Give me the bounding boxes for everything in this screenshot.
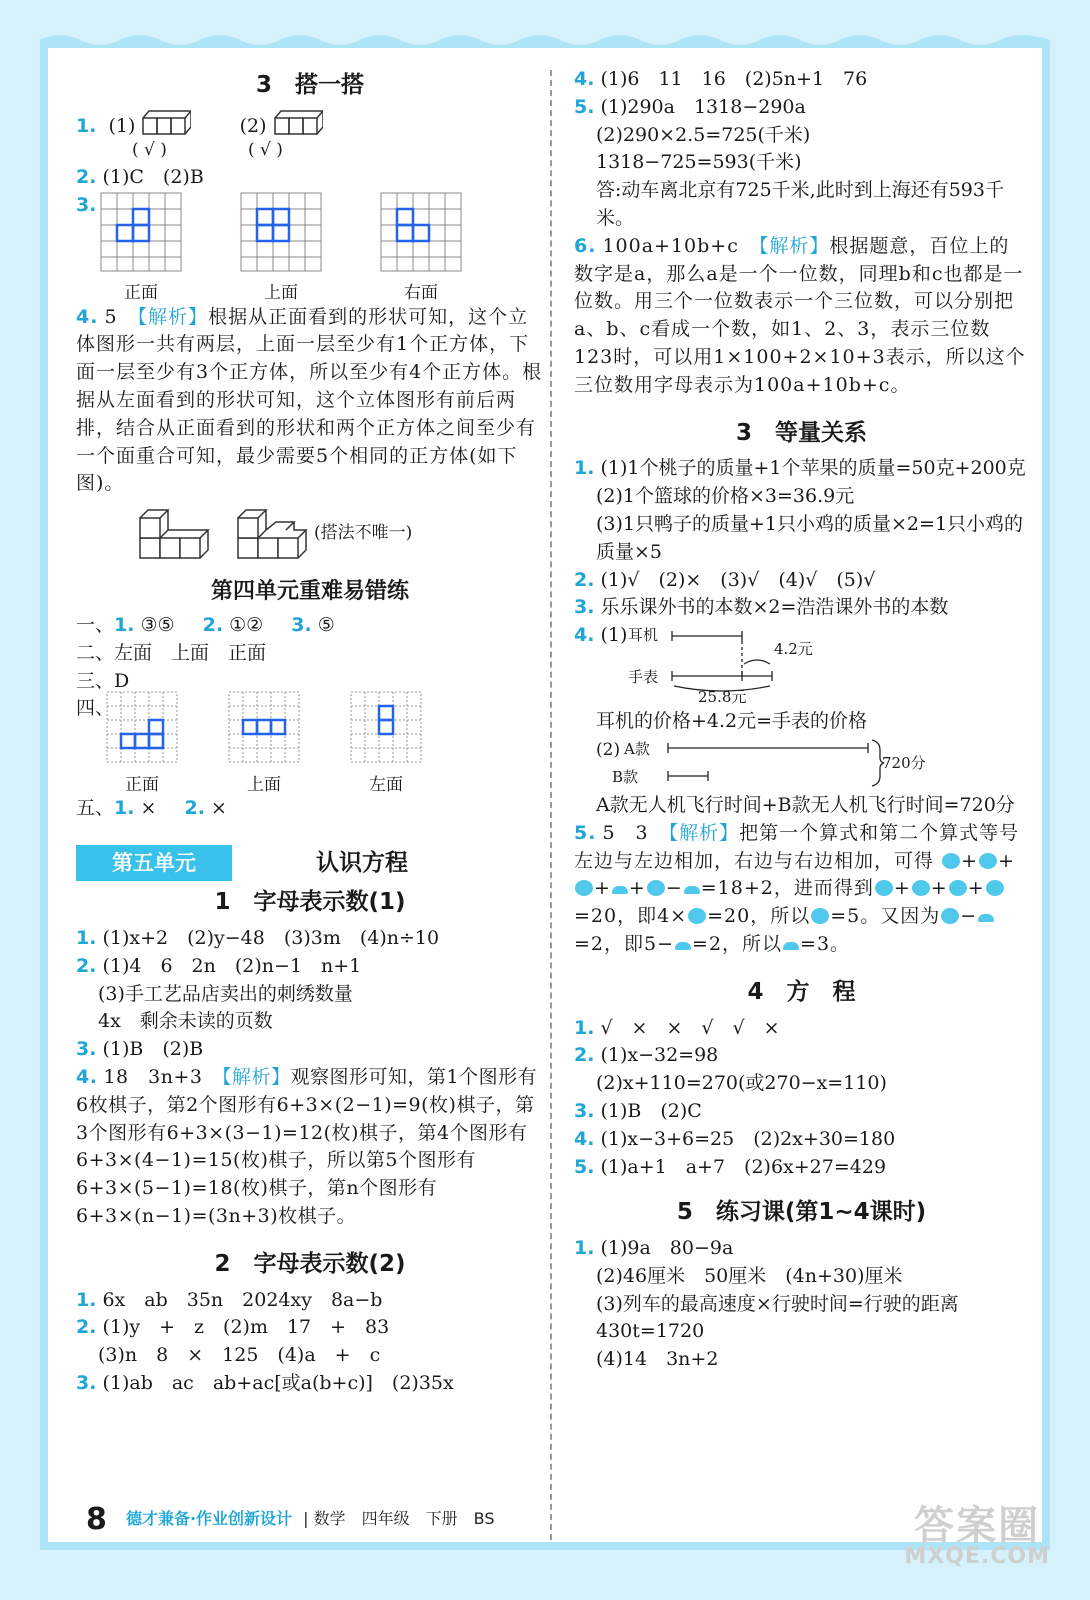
page-number: 8	[86, 1502, 107, 1537]
bowl-icon	[978, 914, 994, 922]
s3-q2-line3: 4x 剩余未读的页数	[98, 1010, 273, 1033]
q1-row: 1. (1) (2) ( √ ) ( √ )	[76, 108, 544, 164]
answer-page	[50, 50, 1040, 1540]
s5-q4-eq1: 耳机的价格+4.2元=手表的价格	[596, 710, 868, 733]
s7-q1-line4: (4)14 3n+2	[596, 1348, 719, 1371]
s7-q1-line2: (2)46厘米 50厘米 (4n+30)厘米	[596, 1264, 903, 1287]
apple-icon	[986, 880, 1004, 896]
r-q4: 4. (1)6 11 16 (2)5n+1 76	[574, 68, 868, 90]
page-footer	[86, 1502, 495, 1537]
watermark-logo: 答案圈 MXQE.COM	[904, 1503, 1050, 1569]
apple-icon	[912, 880, 930, 896]
left-column	[76, 66, 544, 1398]
r-q5-line2: (2)290×2.5=725(千米)	[596, 123, 811, 146]
s6-q2: 2. (1)x−32=98	[574, 1044, 719, 1067]
section-title-equation: 4 方 程	[747, 978, 856, 1005]
apple-icon	[949, 880, 967, 896]
bowl-icon	[675, 942, 691, 950]
cube-figure-icon	[141, 108, 191, 138]
bowl-icon	[684, 886, 700, 894]
apple-icon	[575, 880, 593, 896]
s5-q1-line3: (3)1只鸭子的质量+1只小鸡的质量×2=1只小鸡的质量×5	[596, 512, 1024, 563]
s6-q1: 1. √ × × √ √ ×	[574, 1016, 780, 1039]
s7-q1-line3: (3)列车的最高速度×行驶时间=行驶的距离 430t=1720	[596, 1292, 978, 1343]
review-row-4: 四、 正面 上面 左面	[76, 695, 544, 795]
s4-q2: 2. (1)y + z (2)m 17 + 83	[76, 1316, 390, 1339]
bowl-icon	[612, 886, 628, 894]
s5-q4-eq2: A款无人机飞行时间+B款无人机飞行时间=720分	[596, 793, 1015, 816]
bowl-icon	[783, 942, 799, 950]
grid-review-left: 左面	[350, 691, 422, 800]
review-row-2: 二、左面 上面 正面	[76, 641, 267, 664]
section-title-dayida: 3 搭一搭	[255, 72, 364, 98]
review-row-5: 五、1. × 2. ×	[76, 797, 227, 820]
s5-q4-diagram-2: (2) A款 B款 720分	[596, 739, 926, 786]
section-title-equality: 3 等量关系	[735, 419, 867, 446]
grid-front: 正面	[100, 192, 182, 309]
stacked-cubes-figure: (搭法不唯一)	[76, 502, 544, 564]
s4-q2-line2: (3)n 8 × 125 (4)a + c	[98, 1344, 381, 1367]
s5-q1-line2: (2)1个篮球的价格×3=36.9元	[596, 485, 855, 508]
apple-icon	[979, 853, 997, 869]
q2-row: 2. (1)C (2)B	[76, 165, 204, 188]
apple-icon	[875, 880, 893, 896]
grid-review-top: 上面	[228, 691, 300, 800]
brand-name: 德才兼备·作业创新设计	[125, 1509, 293, 1528]
unit-badge: 第五单元	[76, 845, 232, 881]
s6-q5: 5. (1)a+1 a+7 (2)6x+27=429	[574, 1155, 887, 1178]
s4-q3: 3. (1)ab ac ab+ac[或a(b+c)] (2)35x	[76, 1371, 454, 1394]
s6-q2-line2: (2)x+110=270(或270−x=110)	[596, 1072, 887, 1095]
section-title-letters-1: 1 字母表示数(1)	[214, 889, 406, 916]
grid-review-front: 正面	[106, 691, 178, 800]
r-q5-line3: 1318−725=593(千米)	[596, 151, 802, 174]
right-column	[574, 66, 1029, 1374]
book-info: | 数学 四年级 下册 BS	[303, 1509, 495, 1528]
s6-q3: 3. (1)B (2)C	[574, 1099, 702, 1122]
s3-q3: 3. (1)B (2)B	[76, 1038, 204, 1061]
s5-q5-explanation: 5. 5 3 【解析】把第一个算式和第二个算式等号左边与左边相加，右边与右边相加，可得 + ++ + − =18+2，进而得到 + + +=20，即4× =20，所以 =5。又因为 −=2，即5− =2，所以 =3。	[574, 821, 1020, 955]
q3-row: 3. 正面 上面 右面	[76, 192, 544, 304]
r-q5: 5. (1)290a 1318−290a	[574, 95, 806, 118]
section-title-practice: 5 练习课(第1~4课时)	[676, 1199, 927, 1226]
s3-q4-explanation: 4. 18 3n+3 【解析】观察图形可知，第1个图形有6枚棋子，第2个图形有6+3×(2−1)=9(枚)棋子，第3个图形有6+3×(3−1)=12(枚)棋子，第4个图形有6+3×(4−1)=15(枚)棋子，所以第5个图形有6+3×(5−1)=18(枚)棋子，第n个图形有6+3×(n−1)=(3n+3)枚棋子。	[76, 1065, 538, 1227]
grid-right: 右面	[380, 192, 462, 309]
s3-q2: 2. (1)4 6 2n (2)n−1 n+1	[76, 954, 362, 977]
grid-top: 上面	[240, 192, 322, 309]
s4-q1: 1. 6x ab 35n 2024xy 8a−b	[76, 1288, 383, 1311]
r-q6-explanation: 6. 100a+10b+c 【解析】根据题意，百位上的数字是a，那么a是一个一位数，同理b和c也都是一位数。用三个一位数表示一个三位数，可以分别把a、b、c看成一个数，如1、2、3，表示三位数123时，可以用1×100+2×10+3表示，所以这个三位数用字母表示为100a+10b+c。	[574, 234, 1026, 396]
s3-q1: 1. (1)x+2 (2)y−48 (3)3m (4)n÷10	[76, 926, 440, 949]
s7-q1: 1. (1)9a 80−9a	[574, 1237, 734, 1260]
apple-icon	[941, 908, 959, 924]
apple-icon	[688, 908, 706, 924]
apple-icon	[647, 880, 665, 896]
section-title-letters-2: 2 字母表示数(2)	[214, 1250, 406, 1277]
section-title-unit4-review: 第四单元重难易错练	[210, 579, 409, 605]
review-row-1: 一、1. ③⑤ 2. ①② 3. ⑤	[76, 613, 335, 636]
q4-explanation: 4. 5 【解析】根据从正面看到的形状可知，这个立体图形一共有两层，上面一层至少有1个正方体，下面一层至少有3个正方体，所以至少有4个正方体。根据从左面看到的形状可知，这个立体图形有前后两排，结合从正面看到的形状和两个正方体之间至少有一个面重合可知，最少需要5个相同的正方体(如下图)。	[76, 305, 543, 495]
s5-q1: 1. (1)1个桃子的质量+1个苹果的质量=50克+200克	[574, 457, 1026, 480]
s5-q4-diagram-1: 4. (1) 耳机 手表 4.2元 25.8元	[574, 624, 813, 707]
s3-q2-line2: (3)手工艺品店卖出的刺绣数量	[98, 982, 353, 1005]
apple-icon	[811, 908, 829, 924]
s5-q2: 2. (1)√ (2)× (3)√ (4)√ (5)√	[574, 568, 876, 591]
apple-icon	[942, 853, 960, 869]
unit-title: 认识方程	[316, 850, 408, 877]
unit-header	[76, 843, 544, 883]
cube-figure-icon	[273, 108, 323, 138]
r-q5-answer: 答:动车离北京有725千米,此时到上海还有593千米。	[596, 179, 1004, 229]
column-divider	[550, 70, 552, 1540]
review-row-3: 三、D	[76, 669, 130, 692]
s6-q4: 4. (1)x−3+6=25 (2)2x+30=180	[574, 1127, 896, 1150]
s5-q3: 3. 乐乐课外书的本数×2=浩浩课外书的本数	[574, 596, 949, 619]
